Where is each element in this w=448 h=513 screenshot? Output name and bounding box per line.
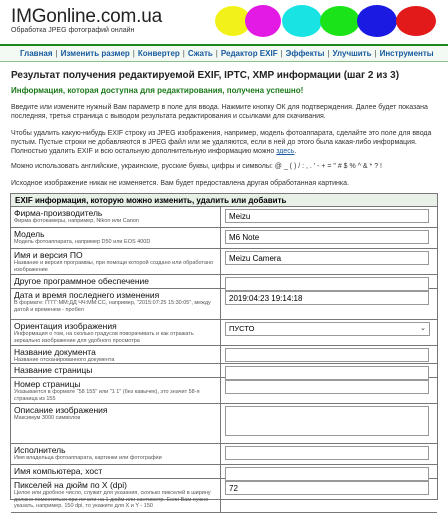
decorative-blob-green — [320, 6, 360, 36]
exif-field-label: Описание изображения — [14, 405, 108, 415]
success-message: Информация, которая доступна для редактирования, получена успешно! — [11, 86, 304, 95]
exif-field-description: В формате: ГГГГ:ММ:ДД ЧЧ:ММ:СС, например, "2015:07:25 15:30:05", между датой и временем - пробел — [14, 300, 211, 313]
exif-field-description: Информация о том, на сколько градусов поворачивать и как отражать зеркально изображение для удобного просмотра — [14, 331, 194, 344]
exif-field-label: Пикселей на дюйм по X (dpi) — [14, 480, 127, 490]
exif-row-value-cell — [221, 364, 437, 377]
exif-field-description: Максимум 3000 символов — [14, 415, 81, 421]
exif-row-value-cell — [221, 378, 437, 403]
exif-row-image-description — [11, 404, 437, 444]
delete-exif-link[interactable]: здесь — [276, 148, 295, 155]
exif-row-value-cell — [221, 275, 437, 288]
instructions-paragraph: Введите или измените нужный Вам параметр в поле для ввода. Нажмите кнопку ОК для подтверждения. Далее будет показана последняя, третья страница с выводом результата редактирования и ссылками для скачивания. — [11, 104, 428, 120]
manufacturer-input[interactable]: Meizu — [225, 209, 429, 223]
nav-item-exif-editor[interactable]: Редактор EXIF — [220, 49, 278, 58]
exif-row-label-cell — [11, 289, 221, 319]
nav-item-compress[interactable]: Сжать — [187, 49, 213, 58]
exif-row-manufacturer — [11, 207, 437, 228]
nav-item-improve[interactable]: Улучшить — [332, 49, 372, 58]
exif-row-page-name — [11, 364, 437, 378]
site-logo[interactable]: IMGonline.com.ua — [11, 6, 162, 27]
delete-exif-paragraph: Чтобы удалить какую-нибудь EXIF строку из JPEG изображения, например, модель фотоаппарата, сделайте это поле для ввода пустым. Пустые строки не добавляются в JPEG файл или же удаляются, если в ней до этого была какая-либо информация. Полностью удалить EXIF и всю остальную дополнительную информацию можно здесь. — [11, 130, 432, 155]
document-name-input[interactable] — [225, 348, 429, 362]
exif-row-software — [11, 249, 437, 275]
exif-row-label-cell — [11, 378, 221, 403]
image-description-textarea[interactable] — [225, 406, 429, 436]
exif-field-label: Номер страницы — [14, 379, 81, 389]
exif-table — [10, 193, 438, 509]
exif-row-document-name — [11, 346, 437, 364]
nav-item-effects[interactable]: Эффекты — [285, 49, 325, 58]
exif-table-header: EXIF информация, которую можно изменить, удалить или добавить — [11, 194, 437, 207]
exif-field-label: Другое программное обеспечение — [14, 276, 150, 286]
artist-input[interactable] — [225, 446, 429, 460]
nav-item-converter[interactable]: Конвертер — [137, 49, 180, 58]
exif-field-description: Целое или дробное число, служит для указания, сколько пикселей в ширину должно поместиться при печати на 1 дюйм или сантиметр. Если Вам нужно указать, например, 150 dpi, то укажите для X и Y - 150 — [14, 490, 211, 509]
exif-row-label-cell — [11, 320, 221, 345]
exif-row-value-cell — [221, 479, 437, 512]
exif-row-artist — [11, 444, 437, 465]
orientation-select[interactable] — [225, 322, 430, 336]
exif-row-value-cell — [221, 249, 437, 274]
decorative-blob-cyan — [282, 5, 322, 37]
exif-row-label-cell — [11, 275, 221, 288]
exif-row-value-cell — [221, 465, 437, 478]
nav-item-resize[interactable]: Изменить размер — [60, 49, 130, 58]
exif-row-label-cell — [11, 479, 221, 512]
exif-field-label: Фирма-производитель — [14, 208, 103, 218]
exif-field-description: Фирма фотокамеры, например, Nikon или Canon — [14, 218, 139, 224]
decorative-blob-blue — [357, 5, 397, 37]
nav-item-tools[interactable]: Инструменты — [379, 49, 434, 58]
exif-row-value-cell — [221, 207, 437, 227]
exif-field-description: Указывается в формате "58 155" или "1 1" (без кавычек), это значит 58-я страница из 155 — [14, 389, 200, 402]
exif-field-label: Имя компьютера, хост — [14, 466, 103, 476]
decorative-blob-magenta — [245, 5, 281, 37]
decorative-blob-red — [396, 6, 436, 36]
delete-exif-text: Чтобы удалить какую-нибудь EXIF строку из JPEG изображения, например, модель фотоаппарата, сделайте это поле для ввода пустым. Пустые строки не добавляются в JPEG файл или же удаляются, если в ней до этого была какая-либо информация. Полностью удалить EXIF и всю остальную дополнительную информацию можно — [11, 130, 432, 155]
exif-field-label: Ориентация изображения — [14, 321, 117, 331]
exif-field-description: Модель фотоаппарата, например D50 или EOS 400D — [14, 239, 151, 245]
exif-field-label: Название документа — [14, 347, 96, 357]
datetime-input[interactable]: 2019:04:23 19:14:18 — [225, 291, 429, 305]
exif-field-description: Название отсканированного документа — [14, 357, 115, 363]
nav-item-home[interactable]: Главная — [20, 49, 53, 58]
exif-row-label-cell — [11, 364, 221, 377]
exif-row-label-cell — [11, 228, 221, 248]
exif-row-model — [11, 228, 437, 249]
exif-row-value-cell — [221, 444, 437, 464]
exif-row-value-cell — [221, 228, 437, 248]
exif-row-label-cell — [11, 444, 221, 464]
exif-row-value-cell — [221, 346, 437, 363]
exif-row-x-resolution — [11, 479, 437, 513]
exif-row-label-cell — [11, 207, 221, 227]
x-resolution-input[interactable]: 72 — [225, 481, 429, 495]
exif-field-label: Дата и время последнего изменения — [14, 290, 160, 300]
exif-row-label-cell — [11, 249, 221, 274]
allowed-chars-paragraph: Можно использовать английские, украинские, русские буквы, цифры и символы: @ _ ( ) / : , . ' - + = " # $ % ^ & * ? ! — [11, 163, 382, 170]
exif-row-label-cell — [11, 346, 221, 363]
source-note-paragraph: Исходное изображение никак не изменяется. Вам будет предоставлена другая обработанная картинка. — [11, 180, 349, 187]
software-input[interactable]: Meizu Camera — [225, 251, 429, 265]
page-title: Результат получения редактируемой EXIF, IPTC, XMP информации (шаг 2 из 3) — [11, 70, 400, 81]
model-input[interactable]: M6 Note — [225, 230, 429, 244]
exif-field-label: Название страницы — [14, 365, 93, 375]
exif-field-description: Название и версия программы, при помощи которой создано или обработано изображение — [14, 260, 214, 273]
exif-row-orientation — [11, 320, 437, 346]
exif-row-datetime — [11, 289, 437, 320]
site-tagline: Обработка JPEG фотографий онлайн — [11, 27, 135, 34]
exif-row-value-cell — [221, 289, 437, 319]
page-number-input[interactable] — [225, 380, 429, 394]
exif-row-value-cell — [221, 404, 437, 443]
exif-field-label: Модель — [14, 229, 45, 239]
exif-field-label: Имя и версия ПО — [14, 250, 83, 260]
site-header — [0, 0, 448, 40]
exif-row-page-number — [11, 378, 437, 404]
selected-value: ПУСТО — [229, 324, 255, 333]
main-nav: Главная | Изменить размер | Конвертер | Сжать | Редактор EXIF | Эффекты | Улучшить | Инструменты — [0, 44, 448, 62]
exif-row-label-cell — [11, 465, 221, 478]
exif-field-label: Исполнитель — [14, 445, 66, 455]
exif-row-label-cell — [11, 404, 221, 443]
exif-field-description: Имя владельца фотоаппарата, картинки или фотографии — [14, 455, 162, 461]
exif-row-host-computer — [11, 465, 437, 479]
chevron-down-icon: ⌄ — [420, 325, 426, 332]
exif-row-value-cell — [221, 320, 437, 345]
exif-row-other-software — [11, 275, 437, 289]
